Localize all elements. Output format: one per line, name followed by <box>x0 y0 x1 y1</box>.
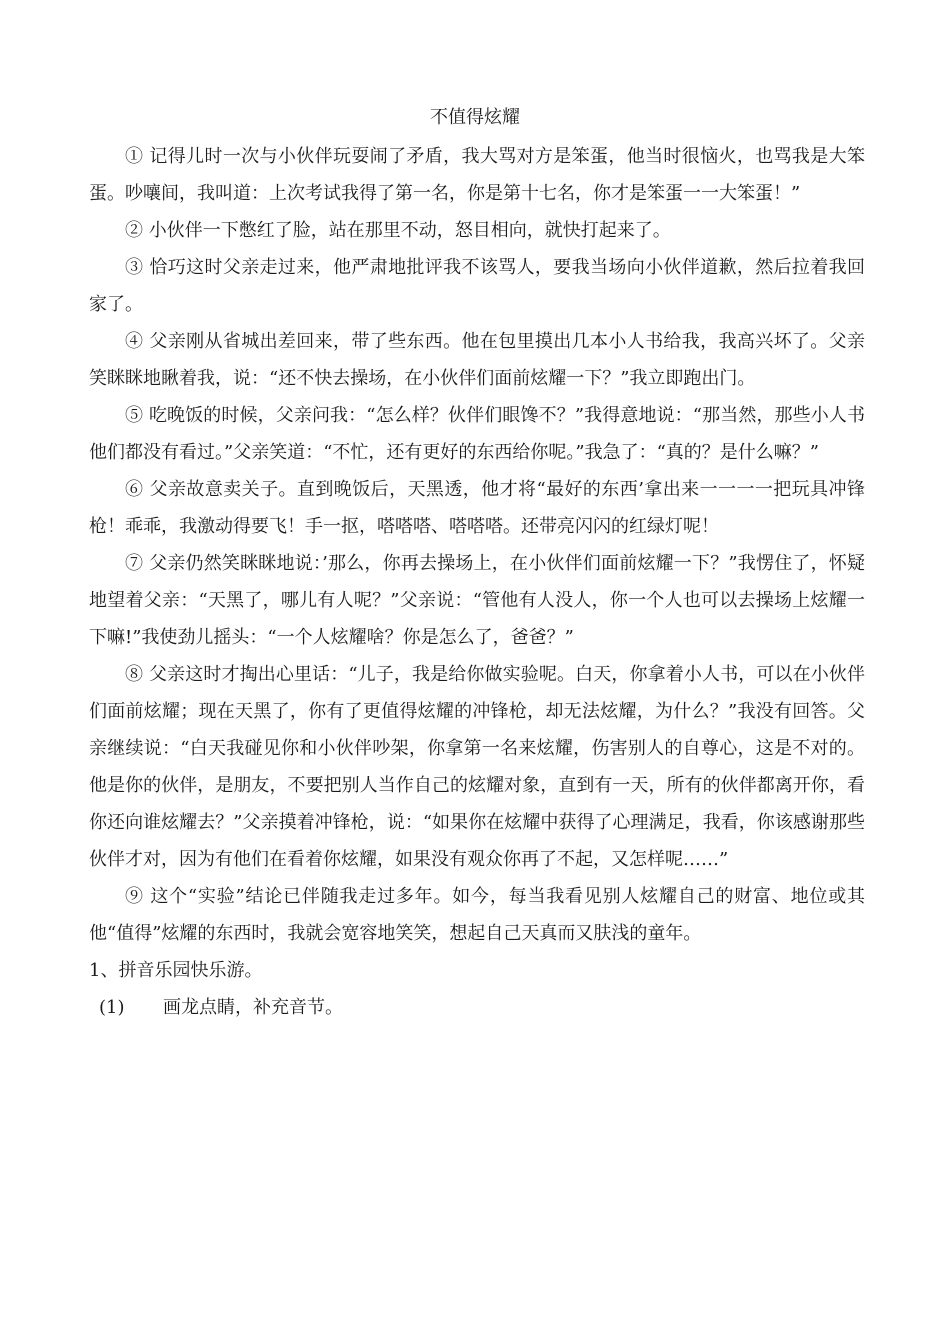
paragraph-9: ⑨ 这个“实验”结论已伴随我走过多年。如今，每当我看见别人炫耀自己的财富、地位或其他“值得”炫耀的东西时，我就会宽容地笑笑，想起自己天真而又肤浅的童年。 <box>89 886 865 944</box>
paragraph-6: ⑥ 父亲故意卖关子。直到晚饭后，天黑透，他才将“最好的东西’拿出来一一一一把玩具冲锋枪！乖乖，我激动得要飞！手一抠，嗒嗒嗒、嗒嗒嗒。还带亮闪闪的红绿灯呢！ <box>89 479 865 537</box>
article-title: 不值得炫耀 <box>430 107 520 128</box>
article-body <box>89 138 865 1026</box>
paragraph-5: ⑤ 吃晚饭的时候，父亲问我：“怎么样？伙伴们眼馋不？”我得意地说：“那当然，那些小人书他们都没有看过。”父亲笑道：“不忙，还有更好的东西给你呢。”我急了：“真的？是什么嘛？” <box>89 405 865 463</box>
sub-question-number: (1) <box>99 997 125 1018</box>
paragraph-8: ⑧ 父亲这时才掏出心里话：“儿子，我是给你做实验呢。白天，你拿着小人书，可以在小伙伴们面前炫耀；现在天黑了，你有了更值得炫耀的冲锋枪，却无法炫耀，为什么？”我没有回答。父亲继续说：“白天我碰见你和小伙伴吵架，你拿第一名来炫耀，伤害别人的自尊心，这是不对的。他是你的伙伴，是朋友，不要把别人当作自己的炫耀对象，直到有一天，所有的伙伴都离开你，看你还向谁炫耀去？”父亲摸着冲锋枪，说：“如果你在炫耀中获得了心理满足，我看，你该感谢那些伙伴才对，因为有他们在看着你炫耀，如果没有观众你再了不起，又怎样呢……” <box>89 664 865 870</box>
paragraph-7: ⑦ 父亲仍然笑眯眯地说：’那么，你再去操场上，在小伙伴们面前炫耀一下？”我愣住了，怀疑地望着父亲：“天黑了，哪儿有人呢？”父亲说：“管他有人没人，你一个人也可以去操场上炫耀一下嘛!”我使劲儿摇头：“一个人炫耀啥？你是怎么了，爸爸？” <box>89 553 865 648</box>
paragraph-4: ④ 父亲刚从省城出差回来，带了些东西。他在包里摸出几本小人书给我，我高兴坏了。父亲笑眯眯地瞅着我，说：“还不快去操场，在小伙伴们面前炫耀一下？”我立即跑出门。 <box>89 331 865 389</box>
paragraph-2: ② 小伙伴一下憋红了脸，站在那里不动，怒目相向，就快打起来了。 <box>125 220 671 241</box>
paragraph-1: ① 记得儿时一次与小伙伴玩耍闹了矛盾，我大骂对方是笨蛋，他当时很恼火，也骂我是大笨蛋。吵嚷间，我叫道：上次考试我得了第一名，你是第十七名，你才是笨蛋一一大笨蛋！” <box>89 146 865 204</box>
sub-question <box>89 989 865 1026</box>
question-heading: 1、拼音乐园快乐游。 <box>89 960 263 981</box>
sub-question-text: 画龙点睛，补充音节。 <box>163 997 343 1018</box>
paragraph-3: ③ 恰巧这时父亲走过来，他严肃地批评我不该骂人，要我当场向小伙伴道歉，然后拉着我回家了。 <box>89 257 865 315</box>
